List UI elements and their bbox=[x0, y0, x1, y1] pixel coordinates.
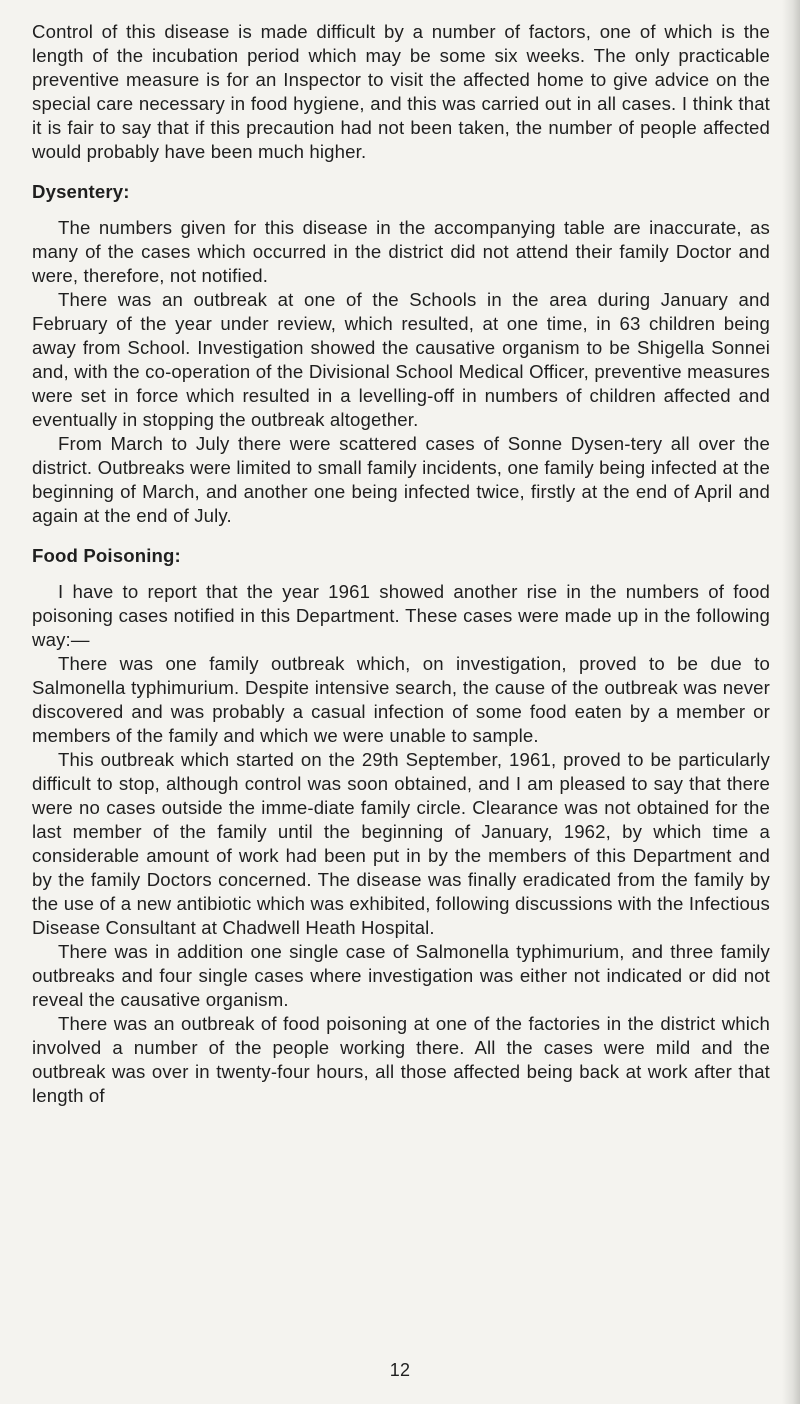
section-heading-food-poisoning: Food Poisoning: bbox=[32, 545, 181, 566]
food-poisoning-paragraph-1: I have to report that the year 1961 showed another rise in the numbers of food poisoning cases notified in this Department. These cases were made up in the following way:— bbox=[32, 581, 770, 650]
page-number: 12 bbox=[389, 1360, 411, 1380]
food-poisoning-paragraph-5: There was an outbreak of food poisoning at one of the factories in the district which involved a number of the people working there. All the cases were mild and the outbreak was over in twenty-four hours, all those affected being back at work after that length of bbox=[32, 1013, 770, 1106]
food-poisoning-paragraph-3: This outbreak which started on the 29th September, 1961, proved to be particularly difficult to stop, although control was soon obtained, and I am pleased to say that there were no cases outside the imme-diate family circle. Clearance was not obtained for the last member of the family until the beginning of January, 1962, by which time a considerable amount of work had been put in by the members of this Department and by the family Doctors concerned. The disease was finally eradicated from the family by the use of a new antibiotic which was exhibited, following discussions with the Infectious Disease Consultant at Chadwell Heath Hospital. bbox=[32, 749, 770, 938]
dysentery-paragraph-2: There was an outbreak at one of the Schools in the area during January and February of the year under review, which resulted, at one time, in 63 children being away from School. Investigation showed the causative organism to be Shigella Sonnei and, with the co-operation of the Divisional School Medical Officer, preventive measures were set in force which resulted in a levelling-off in numbers of children affected and eventually in stopping the outbreak altogether. bbox=[32, 289, 770, 430]
page-body bbox=[32, 20, 770, 1108]
page-edge-shadow bbox=[782, 0, 800, 1404]
dysentery-paragraph-1: The numbers given for this disease in the accompanying table are inaccurate, as many of the cases which occurred in the district did not attend their family Doctor and were, therefore, not notified. bbox=[32, 217, 770, 286]
intro-paragraph: Control of this disease is made difficult by a number of factors, one of which is the length of the incubation period which may be some six weeks. The only practicable preventive measure is for an Inspector to visit the affected home to give advice on the special care necessary in food hygiene, and this was carried out in all cases. I think that it is fair to say that if this precaution had not been taken, the number of people affected would probably have been much higher. bbox=[32, 21, 770, 162]
food-poisoning-paragraph-4: There was in addition one single case of Salmonella typhimurium, and three family outbreaks and four single cases where investigation was either not indicated or did not reveal the causative organism. bbox=[32, 941, 770, 1010]
dysentery-paragraph-3: From March to July there were scattered cases of Sonne Dysen-tery all over the district. Outbreaks were limited to small family incidents, one family being infected at the beginning of March, and another one being infected twice, firstly at the end of April and again at the end of July. bbox=[32, 433, 770, 526]
section-heading-dysentery: Dysentery: bbox=[32, 181, 130, 202]
food-poisoning-paragraph-2: There was one family outbreak which, on investigation, proved to be due to Salmonella typhimurium. Despite intensive search, the cause of the outbreak was never discovered and was probably a casual infection of some food eaten by a member or members of the family and which we were unable to sample. bbox=[32, 653, 770, 746]
